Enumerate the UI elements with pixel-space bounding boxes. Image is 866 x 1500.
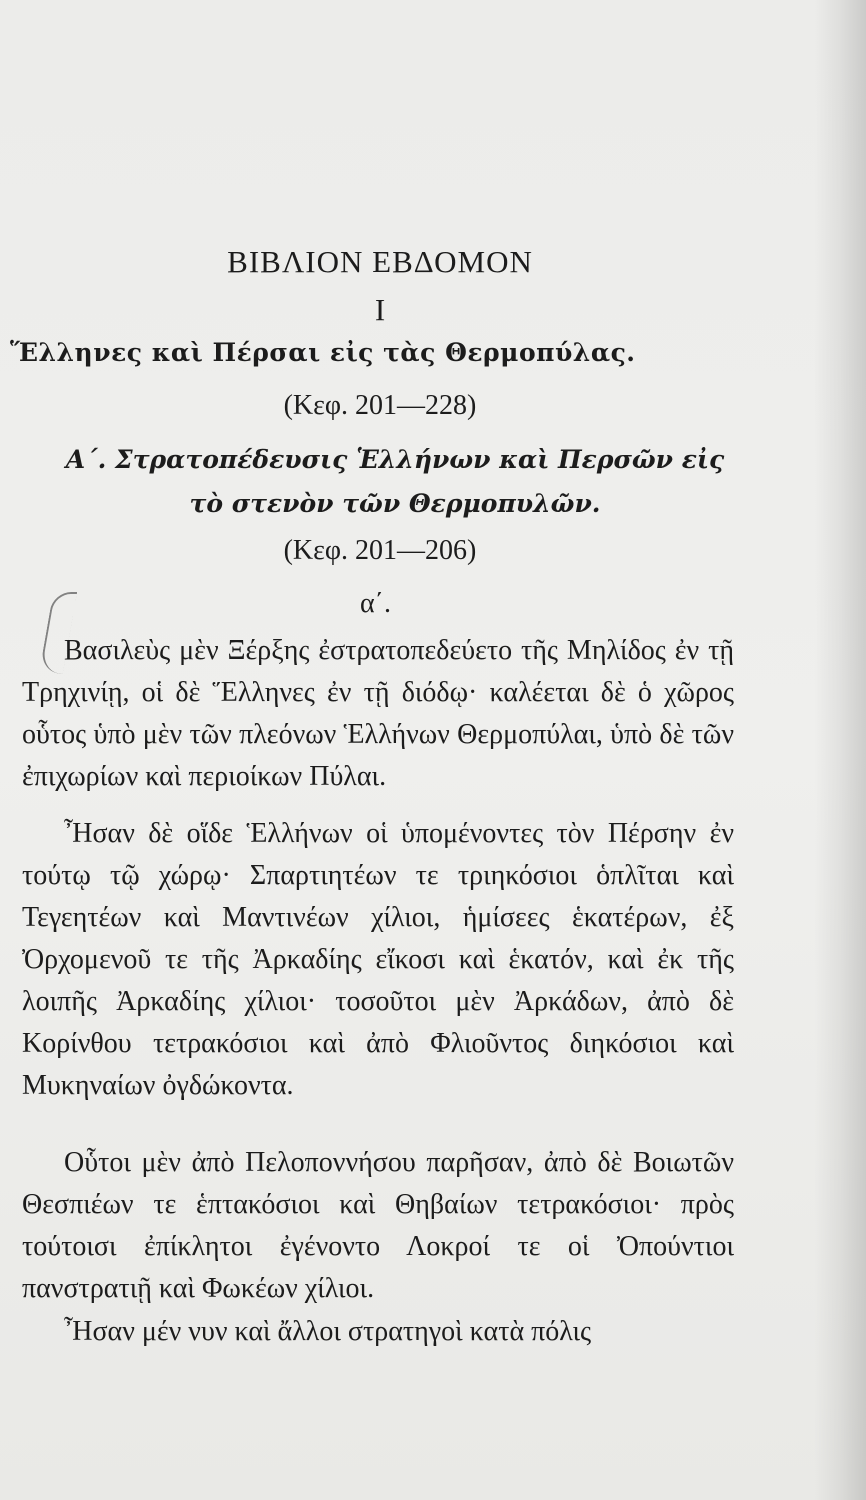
paragraph-text: Ἦσαν μέν νυν καὶ ἄλλοι στρατηγοὶ κατὰ πόλις — [64, 1316, 592, 1347]
paragraph-text: Οὗτοι μὲν ἀπὸ Πελοποννήσου παρῆσαν, ἀπὸ δὲ Βοιωτῶν Θεσπιέων τε ἑπτακόσιοι καὶ Θηβαίων τετρακόσιοι· πρὸς τούτοισι ἐπίκλητοι ἐγένοντο Λοκροί τε οἱ Ὀπούντιοι πανστρατιῇ καὶ Φωκέων χίλιοι. — [22, 1147, 734, 1304]
chapter-number: Ι — [374, 292, 386, 327]
paragraph-text: Ἦσαν δὲ οἵδε Ἑλλήνων οἱ ὑπομένοντες τὸν Πέρσην ἐν τούτῳ τῷ χώρῳ· Σπαρτιητέων τε τριηκόσιοι ὁπλῖται καὶ Τεγεητέων καὶ Μαντινέων χίλιοι, ἡμίσεες ἑκατέρων, ἐξ Ὀρχομενοῦ τε τῆς Ἀρκαδίης εἴκοσι καὶ ἑκατόν, καὶ ἐκ τῆς λοιπῆς Ἀρκαδίης χίλιοι· τοσοῦτοι μὲν Ἀρκάδων, ἀπὸ δὲ Κορίνθου τετρακόσιοι καὶ ἀπὸ Φλιοῦντος διηκόσιοι καὶ Μυκηναίων ὀγδώκοντα. — [22, 818, 734, 1101]
paragraph-3 — [22, 1142, 734, 1310]
section-number: α΄. — [360, 588, 391, 619]
paragraph-text: Βασιλεὺς μὲν Ξέρξης ἐστρατοπεδεύετο τῆς Μηλίδος ἐν τῇ Τρηχινίῃ, οἱ δὲ Ἕλληνες ἐν τῇ διόδῳ· καλέεται δὲ ὁ χῶρος οὗτος ὑπὸ μὲν τῶν πλεόνων Ἑλλήνων Θερμοπύλαι, ὑπὸ δὲ τῶν ἐπιχωρίων καὶ περιοίκων Πύλαι. — [22, 635, 734, 792]
paragraph-4 — [22, 1311, 734, 1353]
paragraph-1 — [22, 630, 734, 798]
book-title: ΒΙΒΛΙΟΝ ΕΒΔΟΜΟΝ — [227, 244, 533, 279]
paragraph-2 — [22, 813, 734, 1107]
chapter-heading: Ἕλληνες καὶ Πέρσαι εἰς τὰς Θερμοπύλας. — [10, 338, 636, 367]
chapter-reference: (Κεφ. 201—228) — [283, 390, 477, 421]
subsection-reference: (Κεφ. 201—206) — [283, 535, 477, 566]
subsection-heading: Α΄. Στρατοπέδευσις Ἑλλήνων καὶ Περσῶν εἰς τὸ στενὸν τῶν Θερμοπυλῶν. — [65, 445, 725, 518]
